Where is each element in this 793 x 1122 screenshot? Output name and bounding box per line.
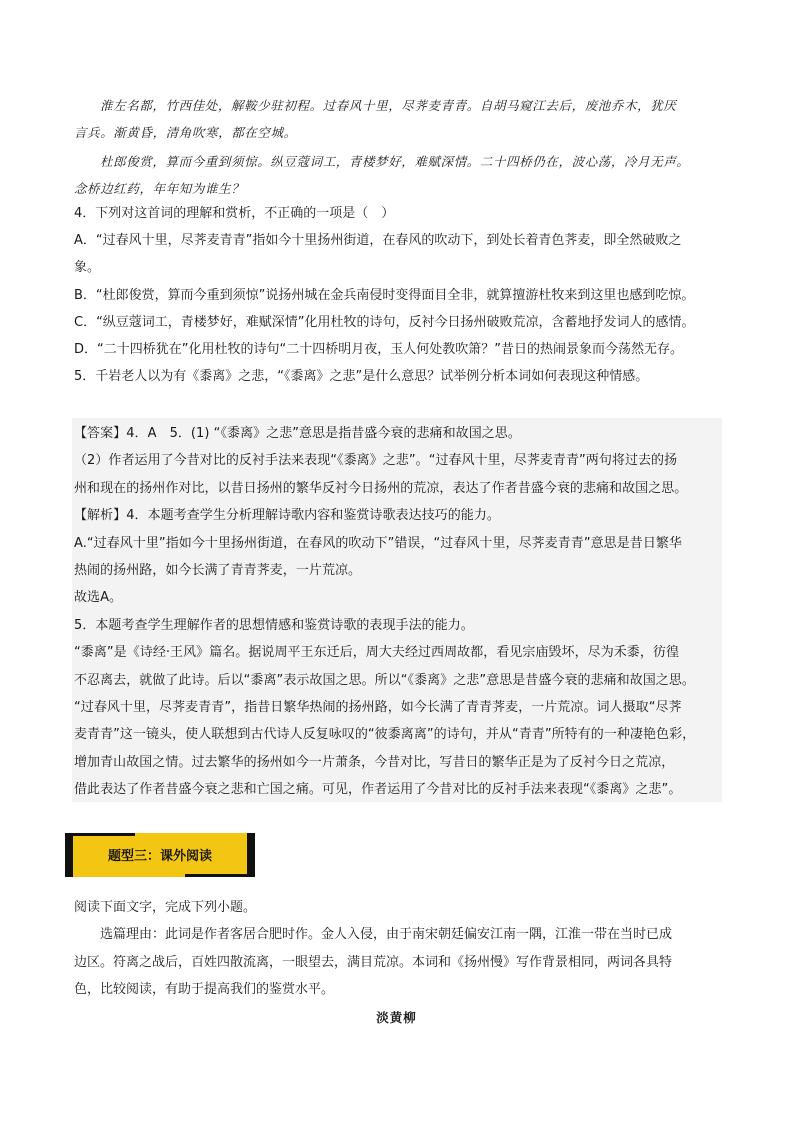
poem-stanza-1-line-1: 淮左名都，竹西佳处，解鞍少驻初程。过春风十里，尽荠麦青青。自胡马窥江去后，废池乔木，犹厌 (100, 98, 677, 113)
banner-bracket-top (65, 833, 135, 836)
question-4-option-a-cont: 象。 (74, 260, 101, 276)
analysis-line: 麦青青”这一镜头，使人联想到古代诗人反复咏叹的“彼黍离离”的诗句，并从“青青”所特有的一种凄艳色彩， (74, 727, 696, 743)
poem-stanza-1-line-2: 言兵。渐黄昏，清角吹寒，都在空城。 (74, 125, 297, 140)
answer-line: 州和现在的扬州作对比，以昔日扬州的繁华反衬今日扬州的荒凉，表达了作者昔盛今衰的悲痛和故国之思。 (74, 480, 688, 496)
poem-stanza-2-line-2: 念桥边红药，年年知为谁生？ (74, 181, 245, 196)
question-4-stem: 4．下列对这首词的理解和赏析，不正确的一项是（ ） (74, 206, 395, 221)
question-4-option-c: C．“纵豆蔻词工，青楼梦好，难赋深情”化用杜牧的诗句，反衬今日扬州破败荒凉，含蓄地抒发词人的感情。 (74, 314, 695, 330)
question-4-option-a: A．“过春风十里，尽荠麦青青”指如今十里扬州街道，在春风的吹动下，到处长着青色荠麦，即全然破败之 (74, 233, 682, 249)
poem-text (74, 92, 722, 202)
selection-reason-line: 选篇理由：此词是作者客居合肥时作。金人入侵，由于南宋朝廷偏安江南一隅，江淮一带在当时已成 (100, 927, 673, 943)
section-title: 题型三：课外阅读 (75, 839, 245, 869)
analysis-line: 故选A。 (74, 590, 123, 606)
reading-instruction: 阅读下面文字，完成下列小题。 (74, 900, 257, 915)
analysis-heading-line: 【解析】4．本题考查学生分析理解诗歌内容和鉴赏诗歌表达技巧的能力。 (74, 508, 500, 524)
analysis-line: “过春风十里，尽荠麦青青”，指昔日繁华热闹的扬州路，如今长满了青青荠麦，一片荒凉。词人摄取“尽荠 (74, 700, 682, 716)
poem-title: 淡黄柳 (376, 1010, 417, 1025)
question-5-stem: 5．千岩老人以为有《黍离》之悲，“《黍离》之悲”是什么意思？试举例分析本词如何表现这种情感。 (74, 369, 649, 385)
analysis-line: 不忍离去，就做了此诗。后以“黍离”表示故国之思。所以“《黍离》之悲”意思是昔盛今衰的悲痛和故国之思。 (74, 672, 695, 688)
section-banner (65, 833, 255, 877)
analysis-line: 借此表达了作者昔盛今衰之悲和亡国之痛。可见，作者运用了今昔对比的反衬手法来表现“《黍离》之悲”。 (74, 782, 682, 798)
answer-explanation-box (72, 418, 722, 802)
banner-bracket-right (247, 833, 255, 877)
analysis-line: A.“过春风十里”指如今十里扬州街道，在春风的吹动下”错误，“过春风十里，尽荠麦青青”意思是昔日繁华 (74, 535, 682, 551)
banner-bracket-bottom (185, 874, 255, 877)
analysis-line: “黍离”是《诗经·王风》篇名。据说周平王东迁后，周大夫经过西周故都，看见宗庙毁坏，尽为禾黍，彷徨 (74, 645, 680, 661)
reading-block (74, 894, 722, 1004)
analysis-line: 增加青山故国之情。过去繁华的扬州如今一片萧条，今昔对比，写昔日的繁华正是为了反衬今日之荒凉， (74, 754, 675, 770)
analysis-line: 5．本题考查学生理解作者的思想情感和鉴赏诗歌的表现手法的能力。 (74, 617, 474, 633)
answer-line: （2）作者运用了今昔对比的反衬手法来表现“《黍离》之悲”。“过春风十里，尽荠麦青青”两句将过去的扬 (74, 453, 678, 469)
selection-reason-line: 边区。符离之战后，百姓四散流离，一眼望去，满目荒凉。本词和《扬州慢》写作背景相同，两词各具特 (74, 954, 673, 970)
banner-bracket-left (65, 833, 73, 877)
answer-line: 【答案】4．A 5．(1) “《黍离》之悲”意思是指昔盛今衰的悲痛和故国之思。 (74, 426, 521, 441)
questions-block (74, 200, 722, 390)
analysis-line: 热闹的扬州路，如今长满了青青荠麦，一片荒凉。 (74, 563, 362, 579)
question-4-option-d: D．“二十四桥犹在”化用杜牧的诗句“二十四桥明月夜，玉人何处教吹箫？”昔日的热闹景象而今荡然无存。 (74, 342, 683, 358)
question-4-option-b: B．“杜郎俊赏，算而今重到须惊”说扬州城在金兵南侵时变得面目全非，就算擅游杜牧来到这里也感到吃惊。 (74, 287, 695, 303)
selection-reason-line: 色，比较阅读，有助于提高我们的鉴赏水平。 (74, 982, 335, 998)
poem-stanza-2-line-1: 杜郎俊赏，算而今重到须惊。纵豆蔻词工，青楼梦好，难赋深情。二十四桥仍在，波心荡，冷月无声。 (100, 154, 690, 169)
